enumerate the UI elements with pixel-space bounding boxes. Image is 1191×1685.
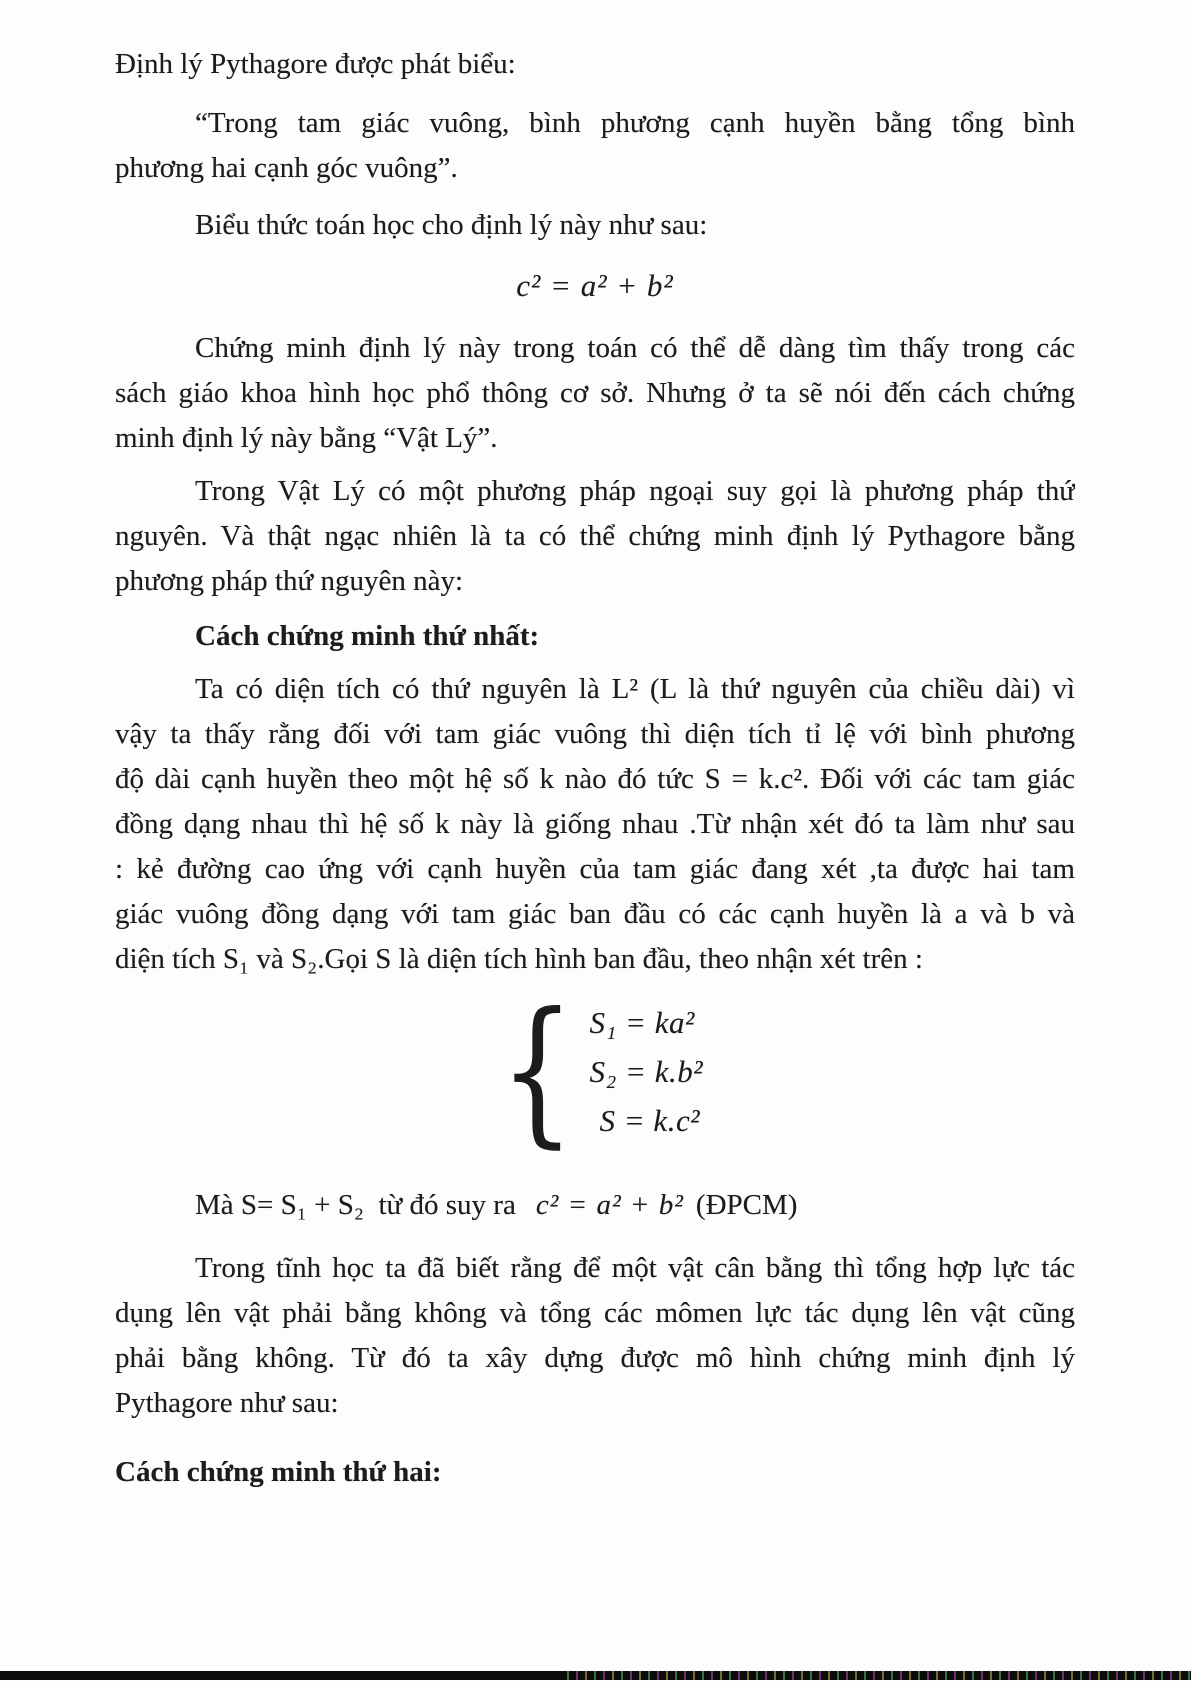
intro-line: Định lý Pythagore được phát biểu: [115, 48, 516, 80]
paragraph-line: minh định lý này bằng “Vật Lý”. [115, 422, 498, 454]
paragraph-line: độ dài cạnh huyền theo một hệ số k nào đó tức S = k.c². Đối với các tam giác [115, 763, 1075, 795]
paragraph-line: Chứng minh định lý này trong toán có thể dễ dàng tìm thấy trong các [195, 332, 1075, 364]
theorem-quote-line: phương hai cạnh góc vuông”. [115, 152, 458, 184]
equation-system [115, 979, 1075, 1163]
paragraph-line: diện tích S₁ và S₂.Gọi S là diện tích hình ban đầu, theo nhận xét trên : [115, 943, 923, 975]
conclusion-prefix: Mà S= S₁ + S₂ từ đó suy ra [195, 1189, 516, 1221]
equation-s1: S₁ = ka² [589, 1004, 695, 1040]
paragraph-line: sách giáo khoa hình học phổ thông cơ sở. Nhưng ở ta sẽ nói đến cách chứng [115, 377, 1075, 409]
conclusion-line [115, 1182, 1075, 1228]
dimensional-method-paragraph [115, 469, 1075, 604]
scan-edge-noise [560, 1671, 1191, 1680]
equation-s: S = k.c² [599, 1102, 700, 1138]
equation-lines [590, 998, 704, 1145]
formula-lead-line: Biểu thức toán học cho định lý này như sau: [195, 209, 708, 241]
paragraph-line: đồng dạng nhau thì hệ số k này là giống nhau .Từ nhận xét đó ta làm như sau [115, 808, 1075, 840]
theorem-quote-line: “Trong tam giác vuông, bình phương cạnh huyền bằng tổng bình [195, 107, 1075, 139]
paragraph-line: Trong Vật Lý có một phương pháp ngoại suy gọi là phương pháp thứ [195, 475, 1075, 507]
paragraph-line: phương pháp thứ nguyên này: [115, 565, 463, 597]
paragraph-line: vậy ta thấy rằng đối với tam giác vuông thì diện tích tỉ lệ với bình phương [115, 718, 1075, 750]
paragraph-line: nguyên. Và thật ngạc nhiên là ta có thể chứng minh định lý Pythagore bằng [115, 520, 1075, 552]
paragraph-line: dụng lên vật phải bằng không và tổng các mômen lực tác dụng lên vật cũng [115, 1297, 1075, 1329]
equation-s2: S₂ = k.b² [589, 1053, 704, 1089]
paragraph-line: Trong tĩnh học ta đã biết rằng để một vật cân bằng thì tổng hợp lực tác [195, 1252, 1075, 1284]
pythagoras-formula: c² = a² + b² [516, 268, 674, 303]
method-1-paragraph [115, 667, 1075, 982]
proof-intro-paragraph [115, 326, 1075, 461]
paragraph-line: Ta có diện tích có thứ nguyên là L² (L là thứ nguyên của chiều dài) vì [195, 673, 1075, 705]
scan-edge-bar [0, 1671, 1191, 1680]
left-brace-icon: { [499, 979, 575, 1163]
statics-paragraph [115, 1246, 1075, 1426]
paragraph-line: giác vuông đồng dạng với tam giác ban đầu có các cạnh huyền là a và b và [115, 898, 1075, 930]
paragraph-line: : kẻ đường cao ứng với cạnh huyền của tam giác đang xét ,ta được hai tam [115, 853, 1075, 885]
heading-method-2: Cách chứng minh thứ hai: [115, 1456, 442, 1488]
theorem-quote-paragraph [115, 101, 1075, 191]
paragraph-line: phải bằng không. Từ đó ta xây dựng được mô hình chứng minh định lý [115, 1342, 1075, 1374]
qed-label: (ĐPCM) [695, 1189, 798, 1221]
paragraph-line: Pythagore như sau: [115, 1387, 339, 1419]
conclusion-formula: c² = a² + b² [535, 1189, 684, 1221]
heading-method-1: Cách chứng minh thứ nhất: [195, 620, 540, 652]
